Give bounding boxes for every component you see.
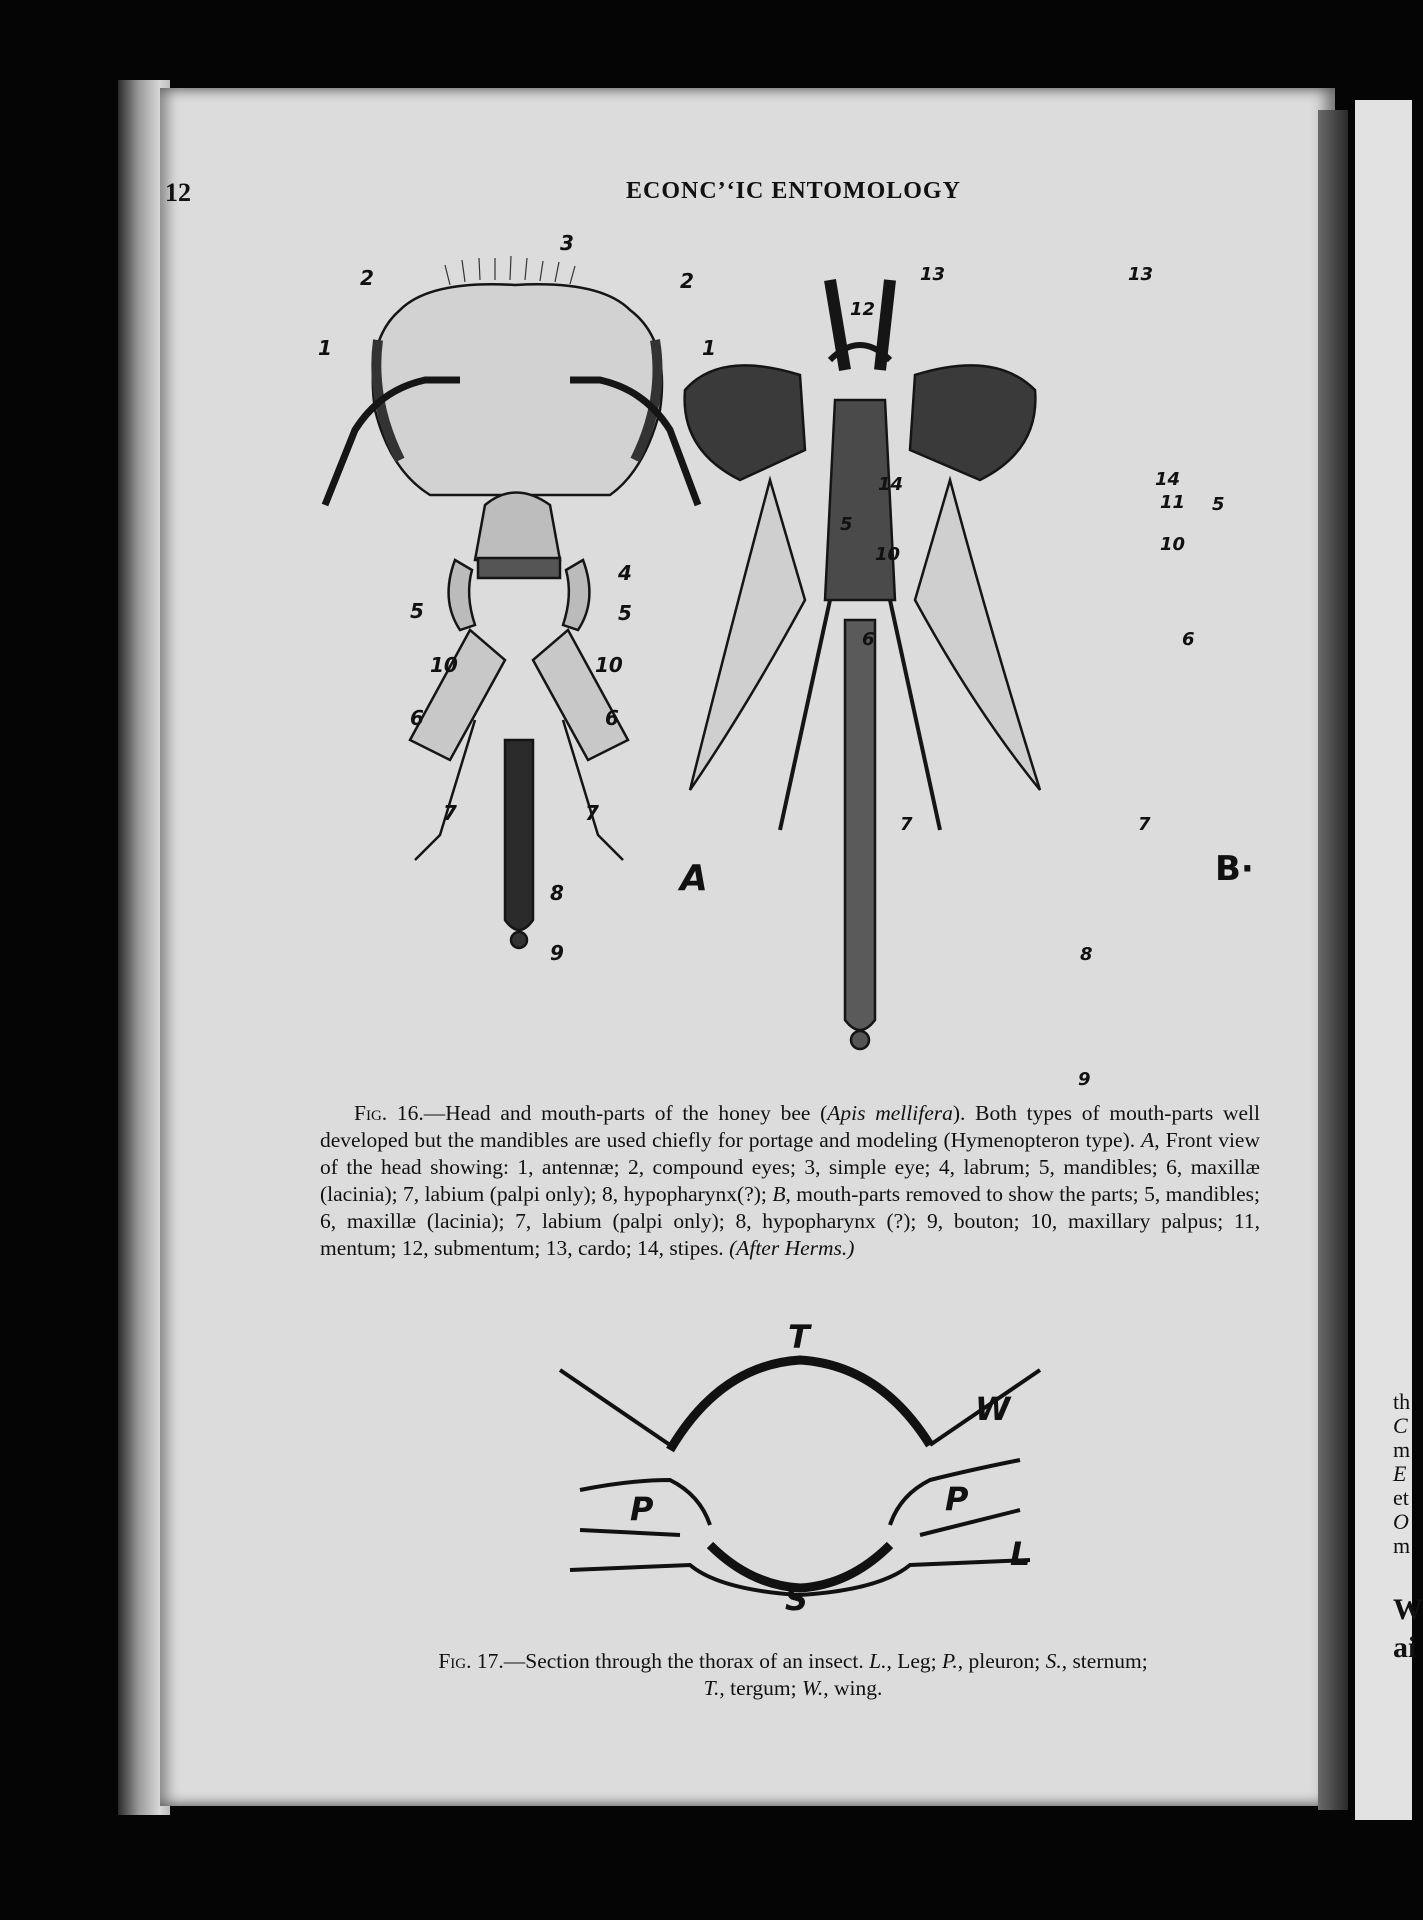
fig16-label: 12 (850, 299, 876, 320)
glossa-b (845, 620, 875, 1030)
fig16-label: 2 (360, 266, 374, 290)
fig16-label: 8 (1080, 944, 1093, 965)
fig-number: 17. (476, 1649, 504, 1673)
fig-word: Fig. (438, 1649, 472, 1673)
glossa-a (505, 740, 533, 930)
adjacent-text-fragment: C (1393, 1413, 1408, 1438)
adjacent-text-fragment: m (1393, 1437, 1411, 1462)
stipes-left-b (685, 365, 805, 480)
fig16-label: 5 (410, 599, 424, 623)
fig16-label: 14 (1155, 469, 1181, 490)
label-leg: L (1010, 1535, 1031, 1573)
running-head (0, 178, 1412, 212)
page-number: 12 (165, 178, 191, 207)
tergum (670, 1360, 930, 1450)
figure-16-caption (320, 1100, 1260, 1262)
caption-text: , wing. (823, 1676, 883, 1700)
abbr-tergum: T. (703, 1676, 720, 1700)
caption-lead: —Section through the thorax of an insect. (503, 1649, 870, 1673)
fig16-label: 2 (680, 269, 694, 293)
fig16-label: 4 (618, 561, 632, 585)
mandible-right-a (563, 560, 589, 630)
adjacent-text-fragment: et (1393, 1485, 1409, 1510)
panel-b-letter: B· (1215, 849, 1254, 889)
adjacent-heading-fragment: W (1393, 1593, 1423, 1626)
panel-ref-a: A (1141, 1128, 1155, 1152)
fig16-label: 13 (1128, 264, 1154, 285)
caption-lead: —Head and mouth-parts of the honey bee ( (423, 1101, 828, 1125)
maxilla-left-a (410, 630, 505, 760)
adjacent-text-fragment: m (1393, 1533, 1411, 1558)
adjacent-text-fragment: E (1393, 1461, 1407, 1486)
label-tergum: T (788, 1318, 810, 1356)
figure-17-caption (318, 1648, 1268, 1702)
fig16-label: 6 (1182, 629, 1195, 650)
fig16-label: 10 (1160, 534, 1186, 555)
fig16-label: 10 (430, 653, 458, 677)
fig16-label: 6 (862, 629, 875, 650)
clypeus (475, 493, 560, 561)
panel-a-letter: A (680, 858, 708, 899)
fig-number: 16. (396, 1101, 424, 1125)
wing-left (560, 1370, 670, 1445)
fig16-label: 7 (1138, 814, 1151, 835)
bouton-b (851, 1031, 869, 1049)
caption-credit: (After Herms.) (729, 1236, 855, 1260)
fig16-label: 11 (1160, 492, 1186, 513)
adjacent-page-edge (1355, 100, 1423, 1820)
labrum (478, 558, 560, 578)
adjacent-text-fragment: O (1393, 1509, 1409, 1534)
fig16-label: 7 (443, 801, 457, 825)
figure-17-illustration (550, 1318, 1050, 1618)
fig-word: Fig. (354, 1101, 388, 1125)
fig16-label: 3 (560, 231, 574, 255)
fig16-label: 5 (840, 514, 853, 535)
abbr-pleuron: P. (942, 1649, 958, 1673)
caption-text: , mouth-parts removed to show the parts; 5, mandibles; 6, maxillæ (lacinia); 7, labium (palpi only); 8, hypopharynx (?); 9, bouton; 10, maxillary palpus; 11, mentum; 12, submentum; 13, cardo; 14, stipes. (320, 1182, 1260, 1260)
running-title: ECONC’‘IC ENTOMOLOGY (626, 178, 961, 204)
fig16-label: 8 (550, 881, 564, 905)
mandible-left-a (449, 560, 475, 630)
figure-16-illustration (300, 231, 1290, 1100)
fig16-label: 5 (1212, 494, 1225, 515)
head-outline-a (373, 284, 662, 495)
fig16-label: 6 (605, 706, 619, 730)
cardo-b (830, 280, 890, 370)
fig16-label: 9 (1078, 1069, 1091, 1090)
label-pleuron-right: P (945, 1480, 969, 1518)
adjacent-heading-fragment: ai (1393, 1631, 1417, 1664)
species-name: Apis mellifera (827, 1101, 953, 1125)
abbr-leg: L. (869, 1649, 887, 1673)
abbr-sternum: S. (1045, 1649, 1062, 1673)
fig16-label: 10 (875, 544, 901, 565)
fig16-label: 1 (702, 336, 716, 360)
bouton-a (511, 932, 527, 948)
label-pleuron-left: P (630, 1490, 654, 1528)
mentum-b (825, 400, 895, 600)
panel-ref-b: B (772, 1182, 786, 1206)
label-sternum: S (785, 1580, 809, 1618)
label-wing: W (975, 1390, 1011, 1428)
caption-text: , Front view of the head showing: 1, antennæ; 2, compound eyes; 3, simple eye; 4, labrum; 5, mandibles; 6, maxillæ (lacinia); 7, labium (palpi only); 8, hypopharynx(?); (320, 1128, 1260, 1206)
caption-text: , tergum; (719, 1676, 802, 1700)
book-gutter (1318, 110, 1348, 1810)
caption-text: , Leg; (886, 1649, 943, 1673)
maxilla-left-b (690, 480, 805, 790)
fig16-label: 7 (585, 801, 599, 825)
abbr-wing: W. (801, 1676, 824, 1700)
fig16-label: 10 (595, 653, 623, 677)
fig16-label: 6 (410, 706, 424, 730)
caption-text: , pleuron; (957, 1649, 1046, 1673)
fig16-label: 7 (900, 814, 913, 835)
maxilla-right-a (533, 630, 628, 760)
adjacent-text-fragment: th (1393, 1389, 1411, 1414)
caption-text: ). Both types of mouth-parts well developed but the mandibles are used chiefly for portage and modeling (Hymenopteron type). (320, 1101, 1260, 1152)
fig16-label: 5 (618, 601, 632, 625)
fig16-label: 13 (920, 264, 946, 285)
stipes-right-b (910, 365, 1035, 480)
fig16-label: 9 (550, 941, 564, 965)
caption-text: , sternum; (1061, 1649, 1148, 1673)
maxilla-right-b (915, 480, 1040, 790)
fig16-label: 1 (318, 336, 332, 360)
fig16-label: 14 (878, 474, 904, 495)
